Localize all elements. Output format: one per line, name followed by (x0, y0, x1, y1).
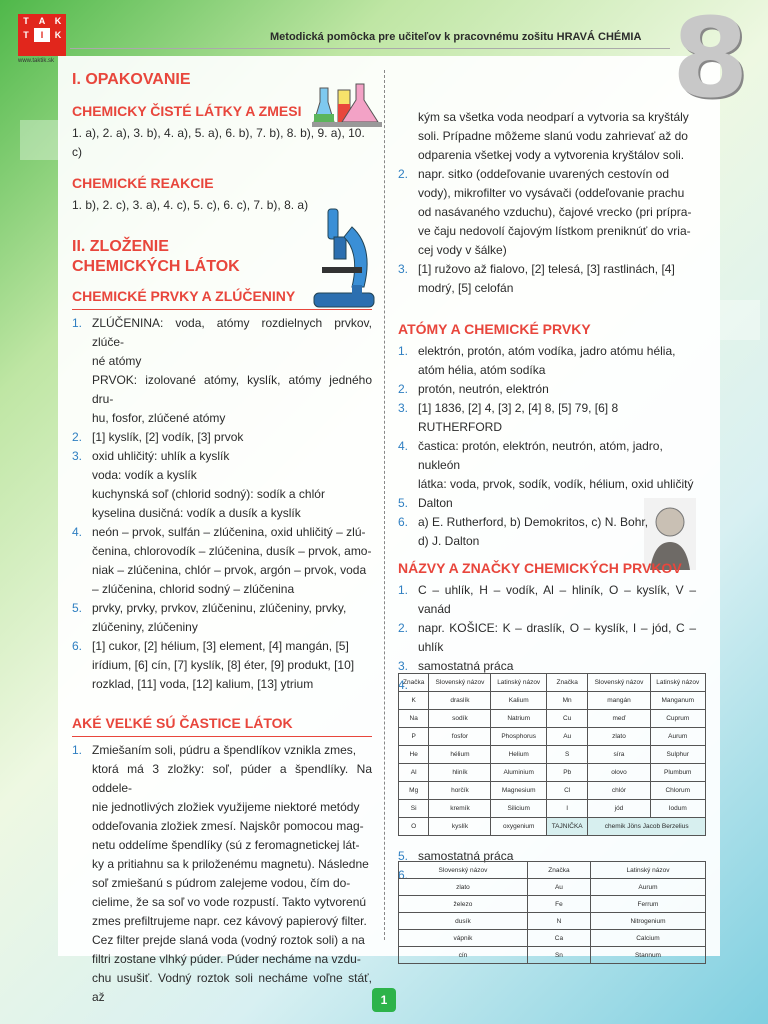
item-line: rozklad, [11] voda, [12] kalium, [13] ytrium (92, 677, 314, 691)
item-line: a) E. Rutherford, b) Demokritos, c) N. Bohr, (418, 515, 649, 529)
item-line: Cez filter prejde slaná voda (vodný roztok soli) a na (92, 933, 365, 947)
latin-names-table (398, 861, 706, 964)
item-line: vody), mikrofilter vo vysávači (oddeľovanie prachu (418, 186, 685, 200)
text-line: kým sa všetka voda neodparí a vytvoria sa kryštály (418, 110, 689, 124)
table-row (399, 896, 706, 913)
subsection-heading: CHEMICKÉ PRVKY A ZLÚČENINY (72, 288, 296, 304)
table-cell: hélium (429, 746, 491, 764)
table-cell: Al (399, 764, 429, 782)
table-cell: Cl (546, 782, 588, 800)
item-line: kuchynská soľ (chlorid sodný): sodík a chlór (92, 487, 325, 501)
table-cell: meď (588, 710, 650, 728)
item-line: napr. sitko (oddeľovanie uvarených cestovín od (418, 167, 669, 181)
page-number: 1 (372, 988, 396, 1012)
table-cell: Au (546, 728, 588, 746)
table-row (399, 818, 706, 836)
item-line: filtri zostane vlhký púder. Púder necháme na vzdu- (92, 952, 361, 966)
table-cell: Plumbum (650, 764, 705, 782)
table-cell: sodík (429, 710, 491, 728)
table-row (399, 728, 706, 746)
list-item (398, 165, 696, 260)
background-decoration (20, 120, 60, 160)
grade-number: 8 (672, 0, 749, 122)
item-line: RUTHERFORD (418, 420, 502, 434)
item-line: irídium, [6] cín, [7] kyslík, [8] éter, [9] produkt, [10] (92, 658, 355, 672)
item-number: 3. (398, 262, 409, 276)
item-line: nukleón (418, 458, 461, 472)
table-cell: síra (588, 746, 650, 764)
subsection-heading: CHEMICKY ČISTÉ LÁTKY A ZMESI (72, 103, 302, 119)
table-cell: chlór (588, 782, 650, 800)
table-cell: Sulphur (650, 746, 705, 764)
answer-list (398, 165, 696, 298)
table-cell: draslík (429, 692, 491, 710)
list-item (398, 437, 696, 494)
item-line: [1] kyslík, [2] vodík, [3] prvok (92, 430, 244, 444)
item-number: 1. (398, 344, 409, 358)
table-cell: horčík (429, 782, 491, 800)
text-line: soli. Prípadne môžeme slanú vodu zahrievať až do (418, 129, 688, 143)
item-line: cej vody v šálke) (418, 243, 507, 257)
table-header-row (399, 674, 706, 692)
header-title: Metodická pomôcka pre učiteľov k pracovnému zošitu HRAVÁ CHÉMIA (270, 31, 642, 43)
table-cell: mangán (588, 692, 650, 710)
list-item (398, 399, 696, 437)
table-cell: cín (399, 947, 528, 964)
table-row (399, 913, 706, 930)
table-cell: Aurum (590, 879, 705, 896)
subsection-heading: AKÉ VEĽKÉ SÚ ČASTICE LÁTOK (72, 715, 293, 731)
item-line: [1] ružovo až fialovo, [2] telesá, [3] rastlinách, [4] (418, 262, 675, 276)
table-cell: He (399, 746, 429, 764)
table-cell: Mg (399, 782, 429, 800)
item-line: čenina, chlorovodík – zlúčenina, dusík – prvok, amo- (92, 544, 372, 558)
column-divider (384, 70, 385, 940)
item-number: 2. (398, 167, 409, 181)
list-item (398, 619, 696, 657)
table-cell: I (546, 800, 588, 818)
table-cell: vápnik (399, 930, 528, 947)
table-cell: oxygenium (491, 818, 546, 836)
table-row (399, 710, 706, 728)
subsection-heading: ATÓMY A CHEMICKÉ PRVKY (398, 321, 591, 337)
item-line: cielime, že sa soľ vo vode rozpustí. Takto vytvorenú (92, 895, 367, 909)
item-line: ZLÚČENINA: voda, atómy rozdielnych prvkov, zlúče- (92, 316, 372, 349)
logo-letter: T (18, 28, 34, 42)
table-cell: Aurum (650, 728, 705, 746)
table-row (399, 879, 706, 896)
column-header: Značka (546, 674, 588, 692)
table-cell: Na (399, 710, 429, 728)
item-line: ky a pritiahnu sa k priloženému magnetu). Následne (92, 857, 369, 871)
item-line: ve čaju nedovolí čajovým lístkom preniknúť do vria- (418, 224, 691, 238)
item-line: hu, fosfor, zlúčené atómy (92, 411, 226, 425)
item-line: samostatná práca (418, 849, 514, 863)
table-header-row (399, 862, 706, 879)
item-line: samostatná práca (418, 659, 514, 673)
header-divider (70, 48, 670, 49)
item-number: 4. (398, 678, 409, 692)
item-line: PRVOK: izolované atómy, kyslík, atómy jedného dru- (92, 373, 372, 406)
item-line: ktorá má 3 zložky: soľ, púder a špendlíky. Na oddele- (92, 762, 372, 795)
table-cell: Natrium (491, 710, 546, 728)
heading-line: CHEMICKÝCH LÁTOK (72, 258, 240, 275)
item-line: Dalton (418, 496, 453, 510)
item-number: 3. (398, 659, 409, 673)
table-cell: Magnesium (491, 782, 546, 800)
logo-letter: T (18, 14, 34, 28)
item-line: soľ zmiešanú s púdrom zalejeme vodou, čím do- (92, 876, 351, 890)
list-item (72, 741, 372, 1007)
column-header: Latinský názov (650, 674, 705, 692)
item-line: modrý, [5] celofán (418, 281, 514, 295)
list-item (72, 599, 372, 637)
table-cell: Kalium (491, 692, 546, 710)
item-number: 4. (72, 525, 83, 539)
item-number: 2. (398, 382, 409, 396)
answer-line: 1. b), 2. c), 3. a), 4. c), 5. c), 6. c), 7. b), 8. a) (72, 198, 309, 212)
logo-letter (50, 42, 66, 56)
table-cell: Sn (527, 947, 590, 964)
table-cell: jód (588, 800, 650, 818)
item-line: d) J. Dalton (418, 534, 480, 548)
item-number: 1. (72, 316, 83, 330)
list-item (72, 523, 372, 599)
item-line: od nasávaného vzduchu), čajové vrecko (pri prípra- (418, 205, 692, 219)
list-item (72, 314, 372, 428)
table-cell: Iodum (650, 800, 705, 818)
table-cell: kyslík (429, 818, 491, 836)
table-cell: Au (527, 879, 590, 896)
table-cell: zlato (399, 879, 528, 896)
item-line: Zmiešaním soli, púdru a špendlíkov vznikla zmes, (92, 743, 357, 757)
text-line: odparenia všetkej vody a vytvorenia kryštálov soli. (418, 148, 685, 162)
table-cell: Stannum (590, 947, 705, 964)
item-number: 6. (72, 639, 83, 653)
logo-letter (34, 42, 50, 56)
table-cell: Aluminium (491, 764, 546, 782)
heading-rule (72, 736, 372, 737)
item-line: netu oddelíme špendlíky (sú z feromagnetickej lát- (92, 838, 360, 852)
item-line: elektrón, protón, atóm vodíka, jadro atómu hélia, (418, 344, 676, 358)
table-cell: Silicium (491, 800, 546, 818)
column-header: Slovenský názov (429, 674, 491, 692)
table-cell: zlato (588, 728, 650, 746)
column-header: Slovenský názov (399, 862, 528, 879)
item-line: kyselina dusičná: vodík a dusík a kyslík (92, 506, 301, 520)
item-line: chu usušiť. Vodný roztok soli necháme voľne stáť, až (92, 971, 372, 1004)
item-line: oddeľovania zložiek zmesí. Najskôr pomocou mag- (92, 819, 364, 833)
item-number: 2. (72, 430, 83, 444)
table-cell: dusík (399, 913, 528, 930)
item-number: 4. (398, 439, 409, 453)
table-row (399, 800, 706, 818)
table-cell: TAJNIČKA (546, 818, 588, 836)
item-line: voda: vodík a kyslík (92, 468, 197, 482)
item-line: [1] cukor, [2] hélium, [3] element, [4] mangán, [5] (92, 639, 349, 653)
item-number: 6. (398, 868, 409, 882)
column-header: Latinský názov (491, 674, 546, 692)
table-cell: chemik Jöns Jacob Berzelius (588, 818, 706, 836)
column-header: Slovenský názov (588, 674, 650, 692)
item-line: C – uhlík, H – vodík, Al – hliník, O – kyslík, V – vanád (418, 583, 696, 616)
taktik-logo (18, 14, 66, 62)
list-item (72, 447, 372, 523)
table-cell: Ferrum (590, 896, 705, 913)
heading-line: II. ZLOŽENIE (72, 238, 169, 255)
table-cell: P (399, 728, 429, 746)
table-row (399, 782, 706, 800)
table-row (399, 692, 706, 710)
elements-table (398, 673, 706, 836)
item-line: – zlúčenina, chlorid sodný – zlúčenina (92, 582, 295, 596)
table-cell: Phosphorus (491, 728, 546, 746)
section-heading: I. OPAKOVANIE (72, 71, 191, 88)
answer-list (398, 342, 696, 551)
item-line: atóm hélia, atóm sodíka (418, 363, 546, 377)
table-row (399, 930, 706, 947)
table-cell: O (399, 818, 429, 836)
item-number: 2. (398, 621, 409, 635)
answer-line: 1. a), 2. a), 3. b), 4. a), 5. a), 6. b), 7. b), 8. b), 9. a), 10. c) (72, 126, 365, 159)
list-item (72, 637, 372, 694)
item-line: prvky, prvky, prvkov, zlúčeninu, zlúčeniny, prvky, (92, 601, 347, 615)
table-cell: N (527, 913, 590, 930)
item-line: nie jednotlivých zložiek využijeme niektoré metódy (92, 800, 360, 814)
logo-letter (18, 42, 34, 56)
logo-letter: A (34, 14, 50, 28)
table-row (399, 764, 706, 782)
logo-url: www.taktik.sk (18, 58, 55, 64)
table-cell: Helium (491, 746, 546, 764)
item-line: niak – zlúčenina, chlór – prvok, argón – prvok, voda (92, 563, 367, 577)
item-line: oxid uhličitý: uhlík a kyslík (92, 449, 230, 463)
table-cell: Cuprum (650, 710, 705, 728)
background-decoration (720, 300, 760, 340)
table-row (399, 947, 706, 964)
item-number: 1. (398, 583, 409, 597)
table-cell: Fe (527, 896, 590, 913)
item-number: 5. (398, 849, 409, 863)
item-number: 5. (398, 496, 409, 510)
heading-rule (72, 309, 372, 310)
continued-text (398, 108, 696, 165)
table-cell: Calcium (590, 930, 705, 947)
item-number: 5. (72, 601, 83, 615)
item-line: častica: protón, elektrón, neutrón, atóm, jadro, (418, 439, 663, 453)
subsection-heading: CHEMICKÉ REAKCIE (72, 175, 214, 191)
table-cell: hliník (429, 764, 491, 782)
table-cell: Manganum (650, 692, 705, 710)
column-header: Značka (399, 674, 429, 692)
logo-letter: I (34, 28, 50, 42)
list-item (398, 380, 696, 399)
list-item (398, 581, 696, 619)
item-line: zmes prefiltrujeme napr. cez kávový papierový filter. (92, 914, 367, 928)
list-item (398, 342, 696, 380)
list-item (398, 513, 696, 551)
table-cell: fosfor (429, 728, 491, 746)
list-item (72, 428, 372, 447)
item-line: zlúčeniny, zlúčeniny (92, 620, 198, 634)
item-line: [1] 1836, [2] 4, [3] 2, [4] 8, [5] 79, [6] 8 (418, 401, 619, 415)
column-header: Značka (527, 862, 590, 879)
table-cell: Cu (546, 710, 588, 728)
item-line: protón, neutrón, elektrón (418, 382, 549, 396)
answer-list (72, 741, 372, 1007)
column-header: Latinský názov (590, 862, 705, 879)
item-number: 3. (72, 449, 83, 463)
logo-letter: K (50, 28, 66, 42)
table-cell: K (399, 692, 429, 710)
item-line: né atómy (92, 354, 142, 368)
item-line: napr. KOŠICE: K – draslík, O – kyslík, I – jód, C – uhlík (418, 621, 696, 654)
table-cell: S (546, 746, 588, 764)
left-column (72, 70, 372, 1007)
table-row (399, 746, 706, 764)
table-cell: Mn (546, 692, 588, 710)
table-cell: Ca (527, 930, 590, 947)
item-line: neón – prvok, sulfán – zlúčenina, oxid uhličitý – zlú- (92, 525, 366, 539)
answer-list (72, 314, 372, 694)
table-cell: Chlorum (650, 782, 705, 800)
table-cell: Nitrogenium (590, 913, 705, 930)
table-cell: Pb (546, 764, 588, 782)
section-heading (72, 237, 372, 277)
list-item (398, 260, 696, 298)
table-cell: Si (399, 800, 429, 818)
logo-letter: K (50, 14, 66, 28)
item-line: látka: voda, prvok, sodík, vodík, hélium, oxid uhličitý (418, 477, 694, 491)
item-number: 3. (398, 401, 409, 415)
table-cell: železo (399, 896, 528, 913)
item-number: 6. (398, 515, 409, 529)
table-cell: kremík (429, 800, 491, 818)
table-cell: olovo (588, 764, 650, 782)
list-item (398, 494, 696, 513)
subsection-heading: NÁZVY A ZNAČKY CHEMICKÝCH PRVKOV (398, 560, 682, 576)
item-number: 1. (72, 743, 83, 757)
